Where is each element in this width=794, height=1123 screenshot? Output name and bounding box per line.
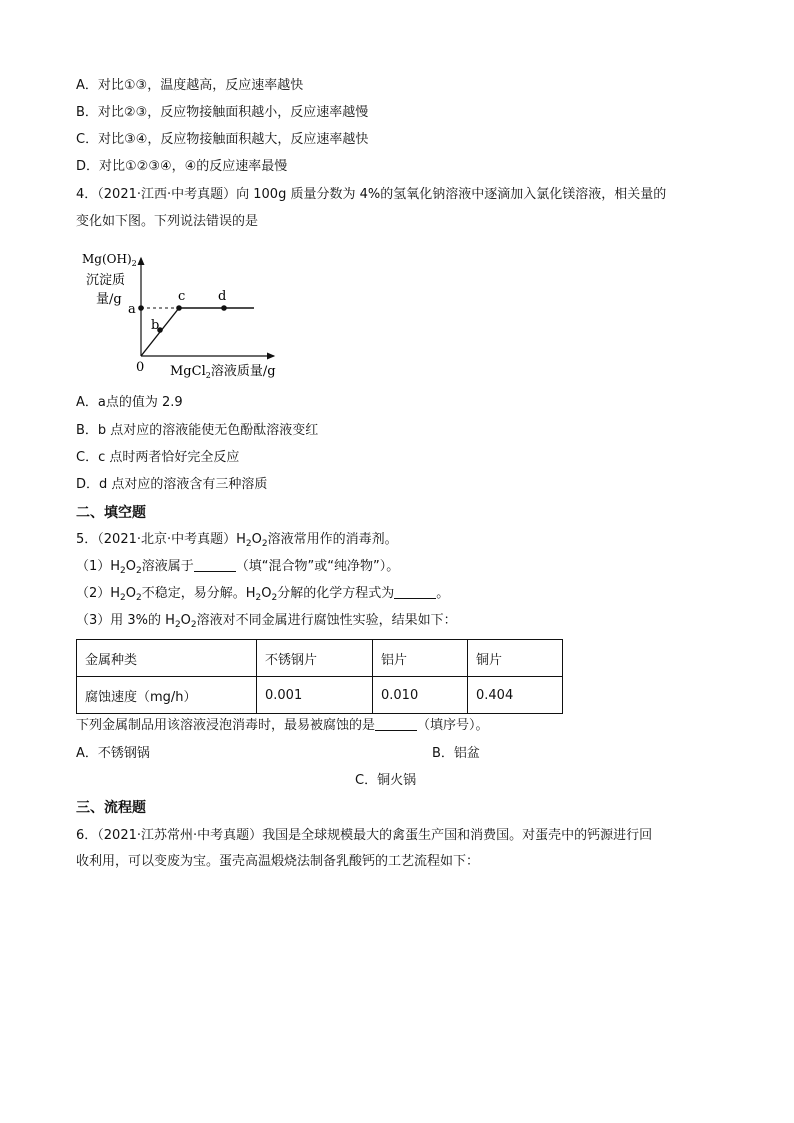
q5-sub-3: （3）用 3%的 $H_2O_2$溶液对不同金属进行腐蚀性实验，结果如下： bbox=[76, 613, 457, 630]
q5-sub-1: $(1)H_2O_2$溶液属于 （填“混合物”或“纯净物”）。 bbox=[76, 559, 400, 576]
q4-option-c: C．c 点时两者恰好完全反应 bbox=[76, 450, 240, 465]
q4-option-b: B．b 点对应的溶液能使无色酚酞溶液变红 bbox=[76, 423, 319, 438]
table-header-cell: 铝片 bbox=[373, 640, 468, 677]
point-a-label: a bbox=[128, 302, 136, 317]
origin-label: 0 bbox=[136, 360, 145, 375]
q5-option-b: B．铝盆 bbox=[432, 746, 480, 761]
table-cell: 腐蚀速度（mg/h） bbox=[77, 677, 257, 714]
corrosion-table bbox=[76, 639, 563, 714]
y-axis-label-2: 沉淀质 bbox=[86, 273, 126, 288]
y-axis-label-3: 量/g bbox=[96, 292, 122, 307]
point-d-dot bbox=[221, 305, 227, 311]
table-row bbox=[77, 677, 563, 714]
q4-option-d: D．d 点对应的溶液含有三种溶质 bbox=[76, 477, 268, 492]
q5-sub-2: $(2)H_2O_2$不稳定，易分解。$H_2O_2$分解的化学方程式为 。 bbox=[76, 586, 450, 603]
table-header-row bbox=[77, 640, 563, 677]
table-header-cell: 不锈钢片 bbox=[257, 640, 373, 677]
table-cell: 0.404 bbox=[468, 677, 563, 714]
answer-blank-1[interactable] bbox=[194, 558, 236, 572]
table-cell: 0.001 bbox=[257, 677, 373, 714]
q5-option-c: C．铜火锅 bbox=[355, 773, 417, 788]
q3-option-c: C．对比③④，反应物接触面积越大，反应速率越快 bbox=[76, 132, 369, 147]
answer-blank-3[interactable] bbox=[375, 717, 417, 731]
q5-option-a: A．不锈钢锅 bbox=[76, 746, 150, 761]
table-cell: 0.010 bbox=[373, 677, 468, 714]
point-c-dot bbox=[176, 305, 182, 311]
q5-stem: 5．（2021·北京·中考真题）$H_2O_2$溶液常用作的消毒剂。 bbox=[76, 532, 398, 549]
y-axis-label-1: $Mg(OH)_2$ bbox=[82, 252, 137, 268]
q3-option-a: A．对比①③，温度越高，反应速率越快 bbox=[76, 78, 304, 93]
point-a-dot bbox=[138, 305, 144, 311]
q5-question: 下列金属制品用该溶液浸泡消毒时，最易被腐蚀的是 （填序号）。 bbox=[76, 718, 489, 733]
q4-option-a: A．a点的值为 2.9 bbox=[76, 395, 183, 410]
table-header-cell: 铜片 bbox=[468, 640, 563, 677]
point-c-label: c bbox=[178, 289, 186, 304]
table-header-cell: 金属种类 bbox=[77, 640, 257, 677]
q3-option-d: D．对比①②③④，④的反应速率最慢 bbox=[76, 159, 288, 174]
section-heading-flow: 三、流程题 bbox=[76, 800, 146, 816]
q3-option-b: B．对比②③，反应物接触面积越小，反应速率越慢 bbox=[76, 105, 369, 120]
q6-line2: 收利用，可以变废为宝。蛋壳高温煅烧法制备乳酸钙的工艺流程如下： bbox=[76, 854, 480, 869]
x-axis-label: MgCl$_2$溶液质量/g bbox=[170, 364, 276, 380]
q4-graph bbox=[76, 240, 296, 385]
answer-blank-2[interactable] bbox=[394, 585, 436, 599]
section-heading-fill-in: 二、填空题 bbox=[76, 505, 146, 521]
point-b-label: b bbox=[151, 318, 160, 333]
q6-line1: 6．（2021·江苏常州·中考真题）我国是全球规模最大的禽蛋生产国和消费国。对蛋壳中的钙源进行回 bbox=[76, 828, 653, 843]
q4-stem-line2: 变化如下图。下列说法错误的是 bbox=[76, 214, 259, 229]
q4-stem-line1: 4．（2021·江西·中考真题）向 100g 质量分数为 4%的氢氧化钠溶液中逐滴加入氯化镁溶液，相关量的 bbox=[76, 187, 667, 202]
point-d-label: d bbox=[218, 289, 227, 304]
